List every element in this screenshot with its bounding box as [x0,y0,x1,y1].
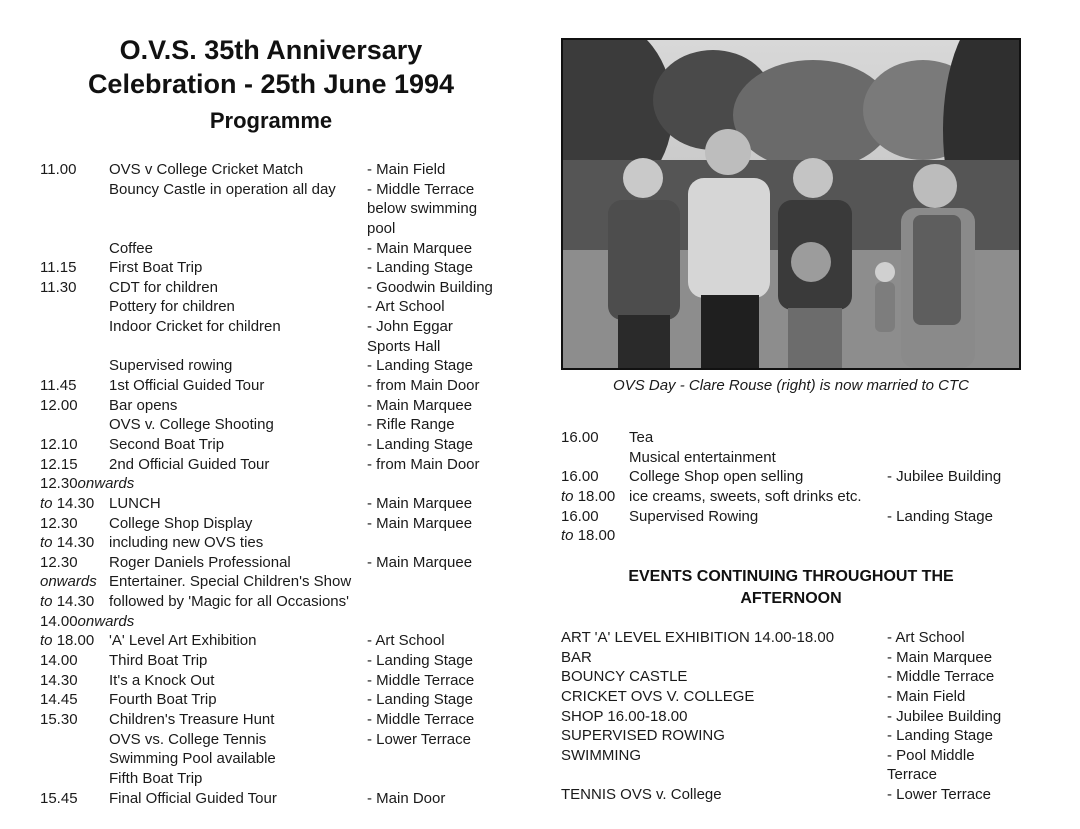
schedule-row [40,258,510,278]
location-label: pool [367,219,396,237]
location-label: - Landing Stage [367,691,473,709]
event-label: CDT for children [109,278,218,296]
event-label: It's a Knock Out [109,671,215,689]
to-label: to [561,487,574,505]
continuing-events-heading [561,566,1021,610]
location-label: - Landing Stage [887,727,993,745]
location-label: - John Eggar [367,318,453,336]
time-value: 16.00 [561,507,599,525]
time-cell [40,455,109,475]
event-label: OVS v. College Shooting [109,416,274,434]
event-label: SWIMMING [561,746,641,764]
schedule-row [40,219,510,239]
time-cell [40,592,109,612]
time-value: 14.30 [56,494,95,512]
event-label: BAR [561,648,592,666]
time-cell [40,749,109,769]
time-cell [40,514,109,534]
event-label: Bouncy Castle in operation all day [109,180,336,198]
to-label: to [561,527,574,545]
time-cell [40,769,109,789]
onwards-label: onwards [77,475,135,493]
location-label: - Main Marquee [367,239,473,257]
schedule-row [40,239,510,259]
location-label: - Landing Stage [367,259,473,277]
time-cell [561,428,629,448]
event-label [561,765,887,785]
time-cell [40,572,109,592]
schedule-row [40,494,510,514]
location-label: - Pool Middle [887,746,975,764]
schedule-row [40,435,510,455]
location-label: - Main Marquee [887,648,993,666]
time-cell [40,219,109,239]
event-label: Swimming Pool available [109,750,276,768]
location-label: - Rifle Range [367,416,455,434]
location-label: Terrace [887,766,938,784]
time-cell [40,690,109,710]
time-cell [40,356,109,376]
schedule-row [40,710,510,730]
time-cell [561,526,629,546]
event-label: BOUNCY CASTLE [561,668,688,686]
event-label: Fifth Boat Trip [109,769,203,787]
time-cell [40,396,109,416]
time-cell [40,710,109,730]
schedule-row [561,428,1031,448]
event-label: OVS vs. College Tennis [109,730,267,748]
continuing-row [561,667,1031,687]
location-label: - Lower Terrace [367,730,471,748]
event-label: Supervised Rowing [629,507,759,525]
schedule-row [561,526,1031,546]
location-label: - Middle Terrace [887,668,995,686]
schedule-row [40,514,510,534]
schedule-row [40,415,510,435]
continuing-row [561,726,1031,746]
event-label: 'A' Level Art Exhibition [109,632,257,650]
time-cell [40,671,109,691]
time-cell [40,789,109,809]
event-photo [561,38,1021,370]
event-label: 1st Official Guided Tour [109,377,265,395]
schedule-row [40,337,510,357]
event-label: First Boat Trip [109,259,203,277]
continuing-row [561,628,1031,648]
time-cell [40,494,109,514]
location-label: - Landing Stage [887,507,993,525]
continuing-heading-line-2: AFTERNOON [740,590,842,607]
time-cell [40,631,109,651]
location-label: - from Main Door [367,377,480,395]
time-cell [40,297,109,317]
to-label: to [40,632,53,650]
event-label: Coffee [109,239,153,257]
location-label: - Main Door [367,789,446,807]
time-cell: 14.00 [40,612,78,630]
event-label: TENNIS OVS v. College [561,786,722,804]
continuing-row [561,648,1031,668]
programme-schedule-left [40,160,510,808]
event-label: Supervised rowing [109,357,233,375]
schedule-row [561,448,1031,468]
time-cell [40,651,109,671]
location-label: - Main Marquee [367,494,473,512]
to-label: to [40,534,53,552]
location-label: - Middle Terrace [367,710,475,728]
onwards-label: onwards [40,573,97,591]
schedule-row [40,533,510,553]
event-label [109,337,367,357]
time-cell [40,180,109,200]
schedule-row [561,487,1031,507]
schedule-row [40,180,510,200]
time-value: 12.00 [40,396,78,414]
time-cell [40,730,109,750]
continuing-row [561,687,1031,707]
schedule-row [40,789,510,809]
schedule-row [40,671,510,691]
event-label: Roger Daniels Professional [109,553,291,571]
schedule-row [40,612,510,632]
location-label: - Main Marquee [367,553,473,571]
time-cell [40,376,109,396]
location-label: - Art School [367,632,445,650]
time-value: 14.45 [40,691,78,709]
location-label: - Main Field [367,161,446,178]
event-label: Second Boat Trip [109,435,225,453]
schedule-row [40,376,510,396]
event-label: College Shop Display [109,514,253,532]
event-label: Bar opens [109,396,178,414]
time-cell [40,317,109,337]
schedule-row [40,317,510,337]
location-label: Sports Hall [367,337,441,355]
time-value: 14.30 [56,593,95,611]
time-value: 16.00 [561,429,599,446]
continuing-row [561,746,1031,766]
schedule-row [40,592,510,612]
time-value: 11.15 [40,259,77,277]
event-label: CRICKET OVS V. COLLEGE [561,687,755,705]
time-cell [561,507,629,527]
time-cell [40,258,109,278]
time-value: 12.10 [40,435,78,453]
time-value: 12.15 [40,455,78,473]
time-value: 18.00 [577,487,616,505]
time-value: 11.30 [40,278,77,296]
schedule-row [40,199,510,219]
schedule-row [40,160,510,180]
time-cell [40,337,109,357]
event-label: Third Boat Trip [109,652,208,670]
location-label: - Main Marquee [367,514,473,532]
time-cell [40,415,109,435]
schedule-row [40,356,510,376]
title-line-1: O.V.S. 35th Anniversary [119,35,423,65]
location-label: - Middle Terrace [367,671,475,689]
time-cell [40,160,109,180]
programme-subtitle: Programme [209,108,333,133]
schedule-row [40,749,510,769]
location-label: - Goodwin Building [367,278,493,296]
time-value: 14.30 [56,534,95,552]
event-label [109,199,367,219]
continuing-row [561,785,1031,805]
schedule-row [40,278,510,298]
event-label: College Shop open selling [629,468,804,486]
event-label: LUNCH [109,494,161,512]
continuing-row [561,707,1031,727]
programme-schedule-right [561,428,1031,546]
event-label: ART 'A' LEVEL EXHIBITION 14.00-18.00 [561,629,835,646]
schedule-row [40,455,510,475]
event-label: including new OVS ties [109,534,264,552]
time-value: 18.00 [56,632,95,650]
event-label: 2nd Official Guided Tour [109,455,270,473]
time-value: 12.30 [40,553,78,571]
event-label: Tea [629,429,654,446]
schedule-row [40,631,510,651]
to-label: to [40,593,53,611]
time-value: 14.00 [40,652,78,670]
schedule-row [561,507,1031,527]
event-label: Children's Treasure Hunt [109,710,275,728]
time-value: 12.30 [40,514,78,532]
schedule-row [40,297,510,317]
location-label: - Lower Terrace [887,786,991,804]
schedule-row [40,396,510,416]
event-label: OVS v College Cricket Match [109,161,304,178]
location-label: - Main Marquee [367,396,473,414]
continuing-events-list [561,628,1031,805]
schedule-row [40,474,510,494]
time-cell [40,533,109,553]
event-label: SHOP 16.00-18.00 [561,707,688,725]
continuing-row [561,765,1031,785]
time-value: 18.00 [577,527,616,545]
time-value: 16.00 [561,468,599,486]
schedule-row [40,553,510,573]
location-label: - Jubilee Building [887,707,1002,725]
event-label: Musical entertainment [629,448,776,466]
schedule-row [40,769,510,789]
location-label: - Landing Stage [367,652,473,670]
title-line-2: Celebration - 25th June 1994 [87,69,455,99]
event-label [109,219,367,239]
time-value: 15.45 [40,789,78,807]
time-cell [561,467,629,487]
location-label: - Art School [887,629,965,646]
location-label: below swimming [367,200,478,218]
time-value: 11.00 [40,161,77,178]
location-label: - Art School [367,298,445,316]
schedule-row [40,730,510,750]
event-label: SUPERVISED ROWING [561,727,725,745]
location-label: - Landing Stage [367,435,473,453]
time-value: 15.30 [40,710,78,728]
to-label: to [40,494,53,512]
photo-illustration [563,40,1019,368]
photo-caption: OVS Day - Clare Rouse (right) is now married to CTC [613,377,969,394]
location-label: - from Main Door [367,455,480,473]
time-cell: 12.30 [40,475,78,493]
event-label: Fourth Boat Trip [109,691,217,709]
event-label: ice creams, sweets, soft drinks etc. [629,487,862,505]
event-label: Indoor Cricket for children [109,318,281,336]
time-cell [40,199,109,219]
event-label: Entertainer. Special Children's Show [109,573,352,591]
time-cell [40,553,109,573]
location-label: - Middle Terrace [367,180,475,198]
location-label: - Jubilee Building [887,468,1002,486]
schedule-row [40,572,510,592]
time-cell [561,448,629,468]
time-value: 14.30 [40,671,78,689]
location-label: - Main Field [887,687,966,705]
event-label: Pottery for children [109,298,235,316]
event-label: followed by 'Magic for all Occasions' [109,593,349,611]
time-cell [40,278,109,298]
schedule-row [561,467,1031,487]
continuing-heading-line-1: EVENTS CONTINUING THROUGHOUT THE [628,568,954,585]
event-label [629,526,887,546]
time-cell [40,435,109,455]
time-value: 11.45 [40,377,77,395]
schedule-row [40,651,510,671]
location-label: - Landing Stage [367,357,473,375]
event-label: Final Official Guided Tour [109,789,277,807]
time-cell [40,239,109,259]
time-cell [561,487,629,507]
schedule-row [40,690,510,710]
onwards-label: onwards [77,612,135,630]
